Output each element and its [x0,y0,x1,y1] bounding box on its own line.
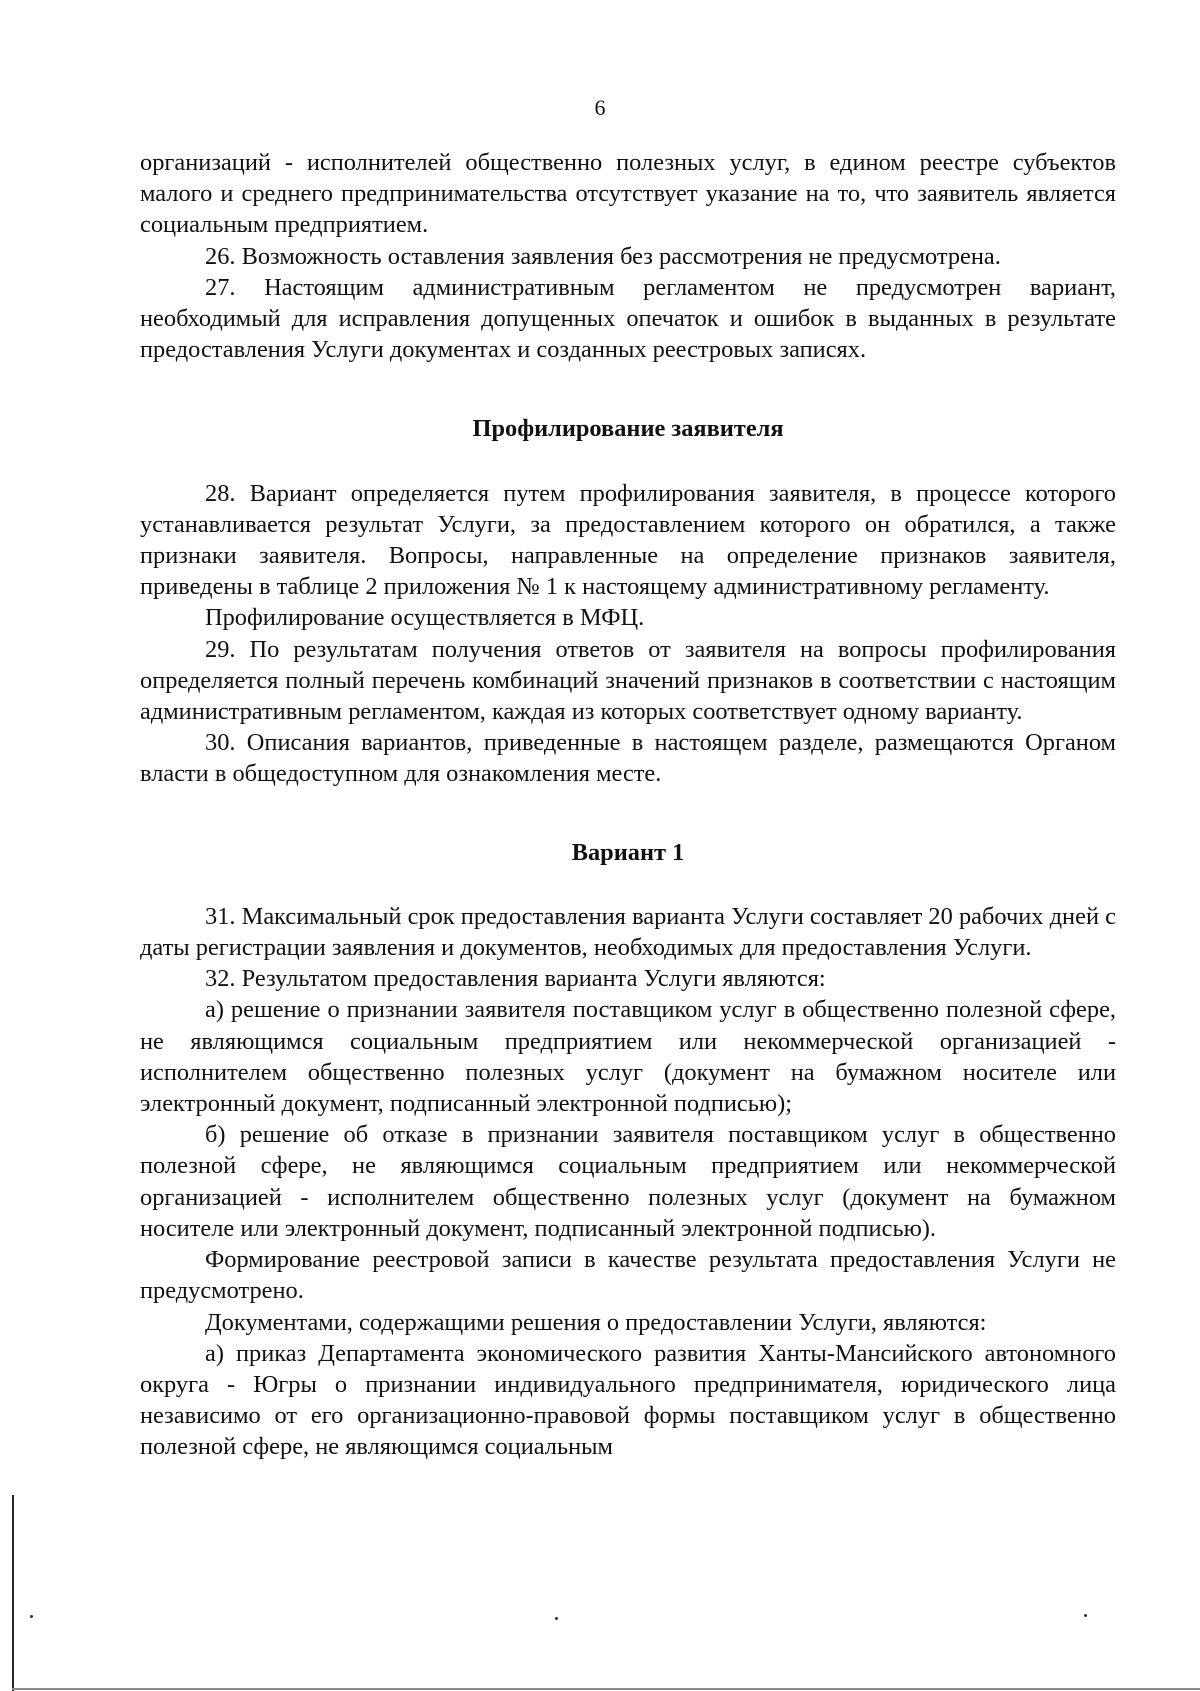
section-heading: Вариант 1 [571,838,685,866]
paragraph: 32. Результатом предоставления варианта Услуги являются: [205,965,826,993]
document-body [140,147,1116,1463]
page-number: 6 [594,95,606,120]
paragraph: организаций - исполнителей общественно полезных услуг, в едином реестре субъектов малого и среднего предпринимательства отсутствует указание на то, что заявитель является социальным предприятием. [140,149,1116,239]
scan-edge-left [12,1495,14,1691]
paragraph: б) решение об отказе в признании заявителя поставщиком услуг в общественно полезной сфере, не являющимся социальным предприятием или некоммерческой организацией - исполнителем общественно полезных услуг (документ на бумажном носителе или электронный документ, подписанный электронной подписью). [140,1121,1116,1242]
paragraph: 28. Вариант определяется путем профилирования заявителя, в процессе которого устанавливается результат Услуги, за предоставлением которого он обратился, а также признаки заявителя. Вопросы, направленные на определение признаков заявителя, приведены в таблице 2 приложения № 1 к настоящему административному регламенту. [140,479,1116,601]
section-heading: Профилирование заявителя [472,415,784,443]
paragraph: а) приказ Департамента экономического развития Ханты-Мансийского автономного округа - Югры о признании индивидуального предпринимателя, юридического лица независимо от его организационно-правовой формы поставщиком услуг в общественно полезной сфере, не являющимся социальным [140,1339,1116,1461]
paragraph: Документами, содержащими решения о предоставлении Услуги, являются: [205,1308,987,1336]
paragraph: Формирование реестровой записи в качестве результата предоставления Услуги не предусмотрено. [140,1246,1116,1305]
paragraph: 27. Настоящим административным регламентом не предусмотрен вариант, необходимый для исправления допущенных опечаток и ошибок в выданных в результате предоставления Услуги документах и созданных реестровых записях. [140,273,1116,364]
paragraph: а) решение о признании заявителя поставщиком услуг в общественно полезной сфере, не являющимся социальным предприятием или некоммерческой организацией - исполнителем общественно полезных услуг (документ на бумажном носителе или электронный документ, подписанный электронной подписью); [140,996,1116,1118]
paragraph: 29. По результатам получения ответов от заявителя на вопросы профилирования определяется полный перечень комбинаций значений признаков в соответствии с настоящим административным регламентом, каждая из которых соответствует одному варианту. [140,635,1116,726]
paragraph: 26. Возможность оставления заявления без рассмотрения не предусмотрена. [205,242,1001,270]
paragraph: 30. Описания вариантов, приведенные в настоящем разделе, размещаются Органом власти в общедоступном для ознакомления месте. [140,729,1116,788]
scan-speck [30,1615,33,1618]
scan-speck [555,1617,558,1620]
paragraph: 31. Максимальный срок предоставления варианта Услуги составляет 20 рабочих дней с даты регистрации заявления и документов, необходимых для предоставления Услуги. [140,902,1116,962]
scan-edge-bottom [12,1688,1200,1690]
paragraph: Профилирование осуществляется в МФЦ. [205,604,645,632]
scan-speck [1084,1614,1087,1617]
